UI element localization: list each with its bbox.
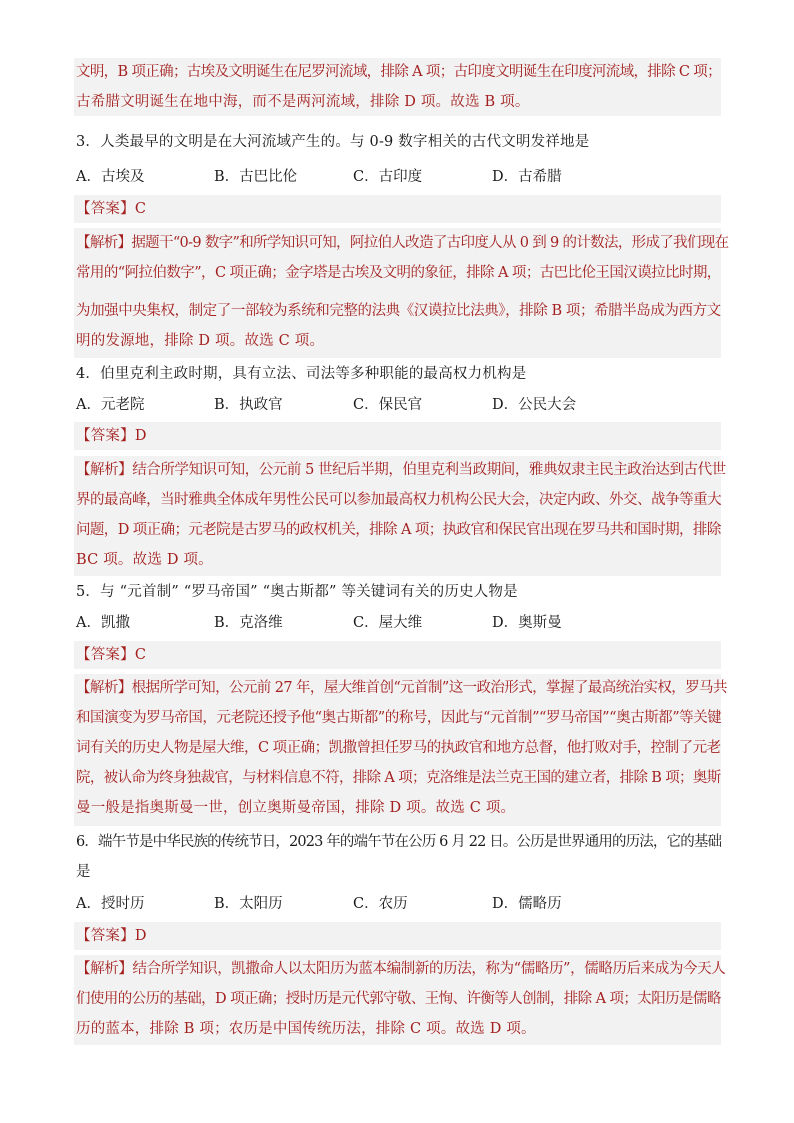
option-c: C．古印度 bbox=[353, 169, 423, 185]
option-d: D．公民大会 bbox=[492, 397, 577, 413]
analysis-tag: 【解析】 bbox=[76, 235, 132, 251]
answer-tag: 【答案】 bbox=[76, 201, 135, 217]
option-b: B．太阳历 bbox=[214, 896, 283, 912]
answer-value: C bbox=[134, 201, 147, 217]
answer-line bbox=[76, 926, 721, 946]
option-a: A．元老院 bbox=[76, 397, 145, 413]
question-stem: 6．端午节是中华民族的传统节日，2023 年的端午节在公历 6 月 22 日。公历是世界通用的历法，它的基础 bbox=[76, 834, 722, 850]
option-c: C．农历 bbox=[353, 896, 408, 912]
analysis-tag: 【解析】 bbox=[76, 680, 132, 696]
answer-tag: 【答案】 bbox=[76, 928, 135, 944]
answer-line bbox=[76, 426, 721, 446]
answer-tag: 【答案】 bbox=[76, 647, 135, 663]
answer-tag: 【答案】 bbox=[76, 428, 135, 444]
option-d: D．奥斯曼 bbox=[492, 615, 562, 631]
option-d: D．儒略历 bbox=[492, 896, 562, 912]
option-c: C．屋大维 bbox=[353, 615, 423, 631]
option-a: A．授时历 bbox=[76, 896, 145, 912]
option-b: B．执政官 bbox=[214, 397, 283, 413]
analysis-line: 常用的“阿拉伯数字”，C 项正确；金字塔是古埃及文明的象征，排除 A 项；古巴比伦王国汉谟拉比时期， bbox=[76, 265, 721, 281]
analysis-line: 古希腊文明诞生在地中海，而不是两河流域，排除 D 项。故选 B 项。 bbox=[76, 94, 530, 110]
analysis-line: 历的蓝本，排除 B 项；农历是中国传统历法，排除 C 项。故选 D 项。 bbox=[76, 1021, 536, 1037]
answer-value: C bbox=[134, 647, 147, 663]
analysis-line: 明的发源地，排除 D 项。故选 C 项。 bbox=[76, 333, 325, 349]
analysis-line: 文明，B 项正确；古埃及文明诞生在尼罗河流域，排除 A 项；古印度文明诞生在印度河流域，排除 C 项； bbox=[76, 64, 721, 80]
analysis-line: 们使用的公历的基础，D 项正确；授时历是元代郭守敬、王恂、许衡等人创制，排除 A 项；太阳历是儒略 bbox=[76, 991, 721, 1007]
analysis-line: 【解析】据题干“0-9 数字”和所学知识可知，阿拉伯人改造了古印度人从 0 到 9 的计数法，形成了我们现在 bbox=[76, 235, 729, 251]
analysis-line: 问题，D 项正确；元老院是古罗马的政权机关，排除 A 项；执政官和保民官出现在罗马共和国时期，排除 bbox=[76, 522, 721, 538]
analysis-tag: 【解析】 bbox=[76, 462, 133, 478]
question-stem: 5．与 “元首制” “罗马帝国” “奥古斯都” 等关键词有关的历史人物是 bbox=[76, 584, 518, 600]
analysis-line: 界的最高峰，当时雅典全体成年男性公民可以参加最高权力机构公民大会，决定内政、外交、战争等重大 bbox=[76, 492, 722, 508]
analysis-line: 和国演变为罗马帝国，元老院还授予他“奥古斯都”的称号，因此与“元首制”“罗马帝国”“奥古斯都”等关键 bbox=[76, 710, 722, 726]
analysis-line: 【解析】根据所学可知，公元前 27 年，屋大维首创“元首制”这一政治形式，掌握了最高统治实权，罗马共 bbox=[76, 680, 727, 696]
answer-value: D bbox=[134, 428, 147, 444]
question-stem: 3．人类最早的文明是在大河流域产生的。与 0-9 数字相关的古代文明发祥地是 bbox=[76, 134, 590, 150]
option-c: C．保民官 bbox=[353, 397, 423, 413]
option-a: A．凯撒 bbox=[76, 615, 130, 631]
option-b: B．克洛维 bbox=[214, 615, 283, 631]
option-b: B．古巴比伦 bbox=[214, 169, 298, 185]
analysis-line: 院，被认命为终身独裁官，与材料信息不符，排除 A 项；克洛维是法兰克王国的建立者，排除 B 项；奥斯 bbox=[76, 770, 721, 786]
analysis-line: 词有关的历史人物是屋大维，C 项正确；凯撒曾担任罗马的执政官和地方总督，他打败对手，控制了元老 bbox=[76, 740, 721, 756]
option-a: A．古埃及 bbox=[76, 169, 145, 185]
answer-value: D bbox=[134, 928, 147, 944]
answer-line bbox=[76, 645, 721, 665]
analysis-line: BC 项。故选 D 项。 bbox=[76, 552, 213, 568]
analysis-line: 曼一般是指奥斯曼一世，创立奥斯曼帝国，排除 D 项。故选 C 项。 bbox=[76, 800, 516, 816]
analysis-line: 为加强中央集权，制定了一部较为系统和完整的法典《汉谟拉比法典》，排除 B 项；希腊半岛成为西方文 bbox=[76, 303, 721, 319]
analysis-line: 【解析】结合所学知识，凯撒命人以太阳历为蓝本编制新的历法，称为“儒略历”，儒略历后来成为今天人 bbox=[76, 961, 726, 977]
option-d: D．古希腊 bbox=[492, 169, 562, 185]
answer-line bbox=[76, 199, 721, 219]
question-stem: 是 bbox=[76, 864, 91, 880]
analysis-line: 【解析】结合所学知识可知，公元前 5 世纪后半期，伯里克利当政期间，雅典奴隶主民主政治达到古代世 bbox=[76, 462, 726, 478]
question-stem: 4．伯里克利主政时期，具有立法、司法等多种职能的最高权力机构是 bbox=[76, 366, 527, 382]
analysis-tag: 【解析】 bbox=[76, 961, 133, 977]
